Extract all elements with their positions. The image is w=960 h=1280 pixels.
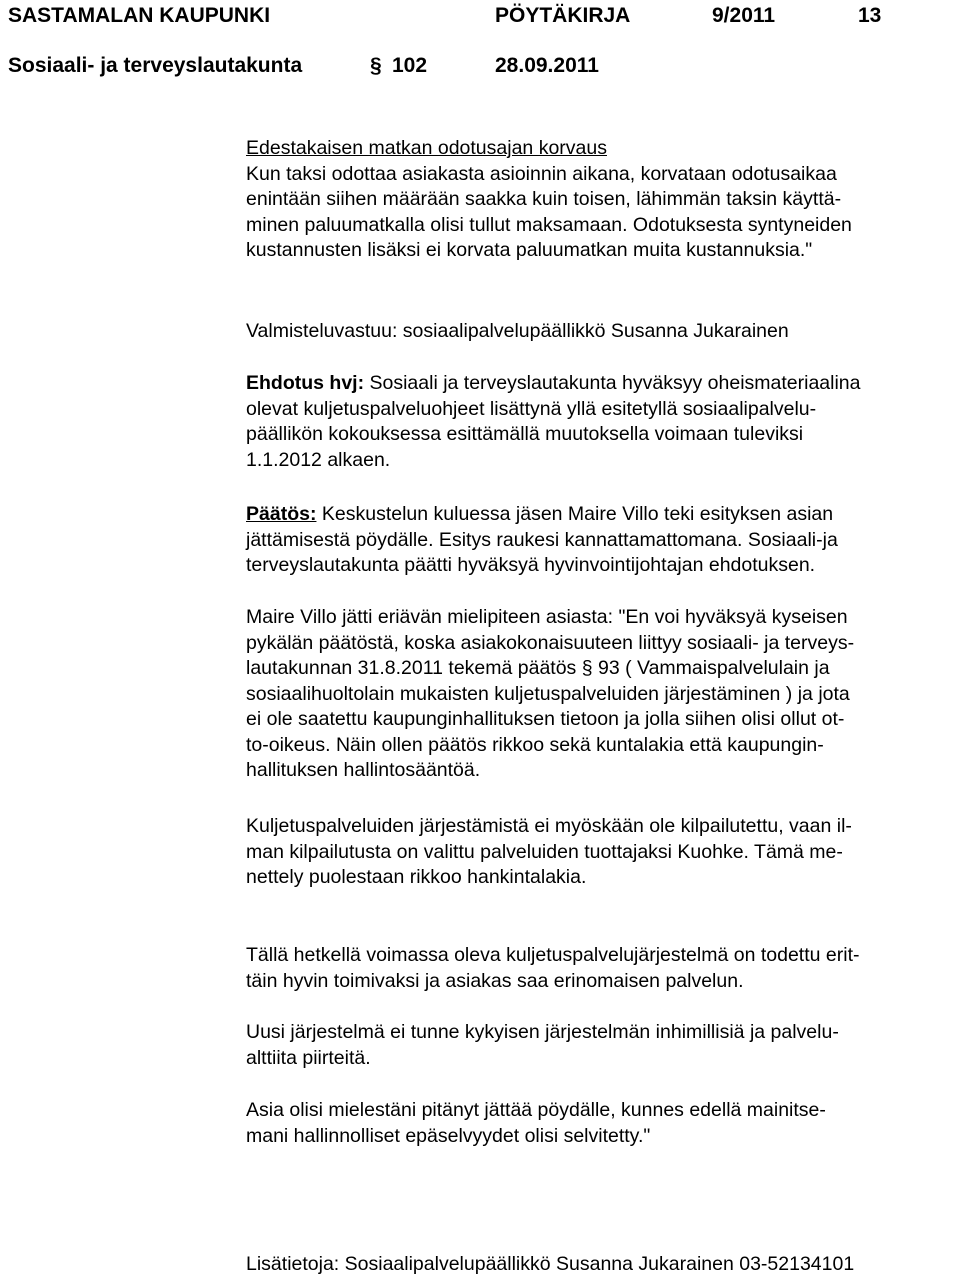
conclusion-paragraph bbox=[246, 1098, 958, 1149]
paragraph-line: Tällä hetkellä voimassa oleva kuljetuspalvelujärjestelmä on todettu erit- bbox=[246, 944, 860, 966]
decision-first-line: Keskustelun kuluessa jäsen Maire Villo teki esityksen asian bbox=[316, 503, 834, 525]
quote-line: Kun taksi odottaa asiakasta asioinnin aikana, korvataan odotusaikaa bbox=[246, 162, 837, 185]
paragraph-line: nettely puolestaan rikkoo hankintalakia. bbox=[246, 866, 587, 888]
decision-label: Päätös: bbox=[246, 503, 317, 525]
competition-paragraph bbox=[246, 814, 958, 891]
document-number: 9/2011 bbox=[712, 4, 776, 27]
dissent-line: to-oikeus. Näin ollen päätös rikkoo sekä kuntalakia että kaupungin- bbox=[246, 733, 824, 756]
proposal-label: Ehdotus hvj: bbox=[246, 372, 365, 394]
proposal-line: olevat kuljetuspalveluohjeet lisättynä yllä esitetyllä sosiaalipalvelu- bbox=[246, 397, 817, 420]
paragraph-line: mani hallinnolliset epäselvyydet olisi selvitetty." bbox=[246, 1124, 651, 1147]
quote-line: minen paluumatkalla olisi tullut maksamaan. Odotuksesta syntyneiden bbox=[246, 213, 852, 236]
dissent-line: hallituksen hallintosääntöä. bbox=[246, 759, 481, 781]
dissent-line: sosiaalihuoltolain mukaisten kuljetuspalveluiden järjestäminen ) ja jota bbox=[246, 682, 850, 705]
paragraph-line: Asia olisi mielestäni pitänyt jättää pöydälle, kunnes edellä mainitse- bbox=[246, 1099, 826, 1121]
dissent-line: lautakunnan 31.8.2011 tekemä päätös § 93 ( Vammaispalvelulain ja bbox=[246, 657, 830, 679]
new-system-paragraph bbox=[246, 1020, 958, 1071]
document-type: PÖYTÄKIRJA bbox=[495, 4, 631, 27]
dissent-line: ei ole saatettu kaupunginhallituksen tietoon ja jolla siihen olisi ollut ot- bbox=[246, 708, 845, 730]
quote-line: kustannusten lisäksi ei korvata paluumatkan muita kustannuksia." bbox=[246, 239, 813, 261]
proposal-first-line: Sosiaali ja terveyslautakunta hyväksyy oheismateriaalina bbox=[364, 372, 861, 394]
dissent-block bbox=[246, 605, 958, 784]
paragraph-line: alttiita piirteitä. bbox=[246, 1046, 371, 1069]
paragraph-line: täin hyvin toimivaksi ja asiakas saa erinomaisen palvelun. bbox=[246, 969, 744, 992]
dissent-line: pykälän päätöstä, koska asiakokonaisuuteen liittyy sosiaali- ja terveys- bbox=[246, 631, 855, 654]
proposal-line: päällikön kokouksessa esittämällä muutoksella voimaan tuleviksi bbox=[246, 423, 804, 445]
page-number: 13 bbox=[858, 4, 882, 27]
section-symbol: § bbox=[370, 54, 382, 77]
paragraph-line: man kilpailutusta on valittu palveluiden tuottajaksi Kuohke. Tämä me- bbox=[246, 840, 843, 863]
section-number: 102 bbox=[392, 54, 428, 77]
current-system-paragraph bbox=[246, 943, 958, 994]
footer-contact: Lisätietoja: Sosiaalipalvelupäällikkö Susanna Jukarainen 03-52134101 bbox=[246, 1253, 855, 1275]
preparer-text: Valmisteluvastuu: sosiaalipalvelupäällikkö Susanna Jukarainen bbox=[246, 320, 789, 342]
meeting-date: 28.09.2011 bbox=[495, 54, 599, 77]
dissent-line: Maire Villo jätti eriävän mielipiteen asiasta: "En voi hyväksyä kyseisen bbox=[246, 606, 848, 628]
committee-name: Sosiaali- ja terveyslautakunta bbox=[8, 54, 303, 77]
decision-line: terveyslautakunta päätti hyväksyä hyvinvointijohtajan ehdotuksen. bbox=[246, 554, 816, 576]
quote-block bbox=[246, 136, 956, 264]
paragraph-line: Uusi järjestelmä ei tunne kykyisen järjestelmän inhimillisiä ja palvelu- bbox=[246, 1021, 839, 1043]
proposal-line: 1.1.2012 alkaen. bbox=[246, 448, 391, 471]
decision-line: jättämisestä pöydälle. Esitys raukesi kannattamattomana. Sosiaali-ja bbox=[246, 528, 838, 551]
proposal-block bbox=[246, 371, 958, 473]
quote-heading: Edestakaisen matkan odotusajan korvaus bbox=[246, 137, 607, 159]
decision-block bbox=[246, 502, 958, 579]
preparer-line bbox=[246, 319, 958, 345]
paragraph-line: Kuljetuspalveluiden järjestämistä ei myöskään ole kilpailutettu, vaan il- bbox=[246, 815, 852, 837]
organization-name: SASTAMALAN KAUPUNKI bbox=[8, 4, 271, 27]
quote-line: enintään siihen määrään saakka kuin toisen, lähimmän taksin käyttä- bbox=[246, 188, 842, 210]
